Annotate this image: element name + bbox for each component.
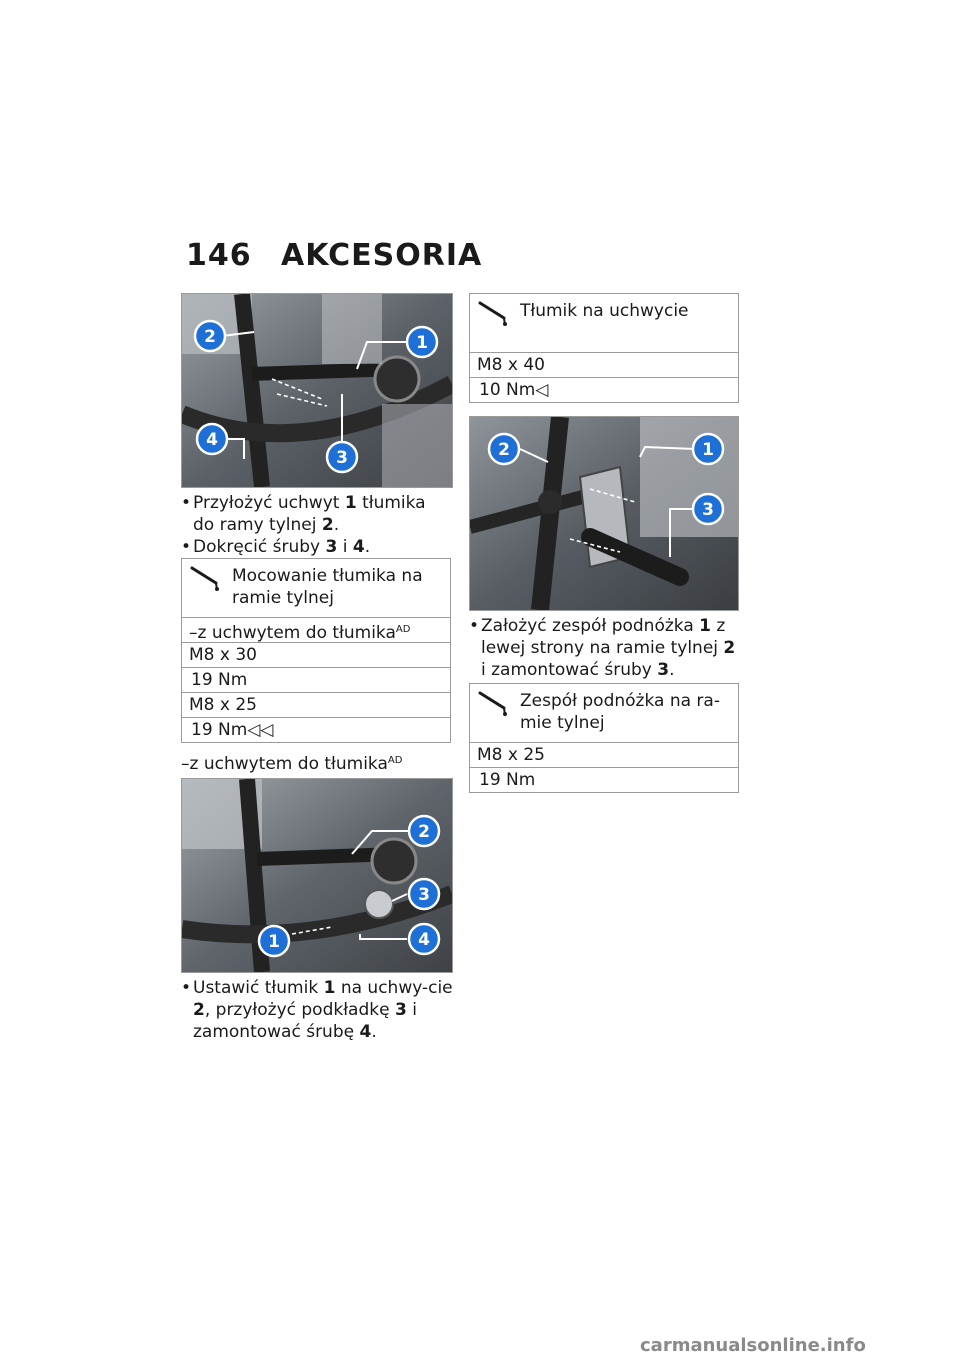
torque-wrench-icon — [478, 300, 512, 326]
list-item: • Ustawić tłumik 1 na uchwy-cie 2, przyłożyć podkładkę 3 i zamontować śrubę 4. — [181, 977, 453, 1043]
torque-row: 19 Nm◁◁ — [191, 720, 274, 740]
torque-row: 10 Nm◁ — [479, 380, 549, 400]
footer-watermark: carmanualsonline.info — [640, 1335, 866, 1356]
list-item: • Przyłożyć uchwyt 1 tłumika do ramy tylnej 2. — [181, 492, 451, 536]
callout-label: 4 — [418, 930, 430, 950]
torque-row: M8 x 25 — [470, 743, 738, 768]
figure-muffler-washer — [181, 778, 453, 973]
torque-table-title: Tłumik na uchwycie — [520, 301, 689, 321]
callout-label: 2 — [418, 822, 430, 842]
steps-list — [181, 492, 451, 558]
list-item: • Dokręcić śruby 3 i 4. — [181, 536, 451, 558]
torque-row: 19 Nm — [182, 668, 450, 693]
figure-footrest-assembly — [469, 416, 739, 611]
torque-table-header — [470, 294, 738, 353]
page-number: 146 — [186, 238, 252, 273]
torque-table-muffler-mount — [181, 558, 451, 743]
callout-label: 1 — [702, 440, 714, 460]
torque-table-header — [182, 559, 450, 618]
callout-label: 1 — [416, 333, 428, 353]
torque-row: M8 x 40 — [470, 353, 738, 378]
callout-label: 2 — [204, 327, 216, 347]
torque-row: M8 x 25 — [182, 693, 450, 718]
list-item: • Założyć zespół podnóżka 1 z lewej strony na ramie tylnej 2 i zamontować śruby 3. — [469, 615, 739, 681]
torque-table-muffler-on-bracket — [469, 293, 739, 403]
torque-wrench-icon — [190, 565, 224, 591]
torque-table-footrest — [469, 683, 739, 793]
callout-label: 3 — [336, 448, 348, 468]
section-title: AKCESORIA — [281, 238, 483, 273]
condition-note: –z uchwytem do tłumika$^{AD}$ — [181, 754, 403, 774]
steps-list — [469, 615, 739, 681]
callout-label: 3 — [418, 885, 430, 905]
page-header — [186, 238, 482, 273]
callout-label: 4 — [206, 430, 218, 450]
callout-label: 3 — [702, 500, 714, 520]
callout-label: 1 — [268, 932, 280, 952]
torque-row: M8 x 30 — [182, 643, 450, 668]
torque-table-title: Mocowanie tłumika na ramie tylnej — [232, 566, 423, 608]
steps-list — [181, 977, 453, 1043]
torque-table-title: Zespół podnóżka na ra-mie tylnej — [520, 691, 720, 733]
torque-condition: –z uchwytem do tłumika$^{AD}$ — [182, 618, 450, 643]
torque-table-header — [470, 684, 738, 743]
figure-muffler-bracket — [181, 293, 453, 488]
torque-row: 19 Nm — [479, 770, 536, 790]
callout-label: 2 — [498, 440, 510, 460]
torque-wrench-icon — [478, 690, 512, 716]
